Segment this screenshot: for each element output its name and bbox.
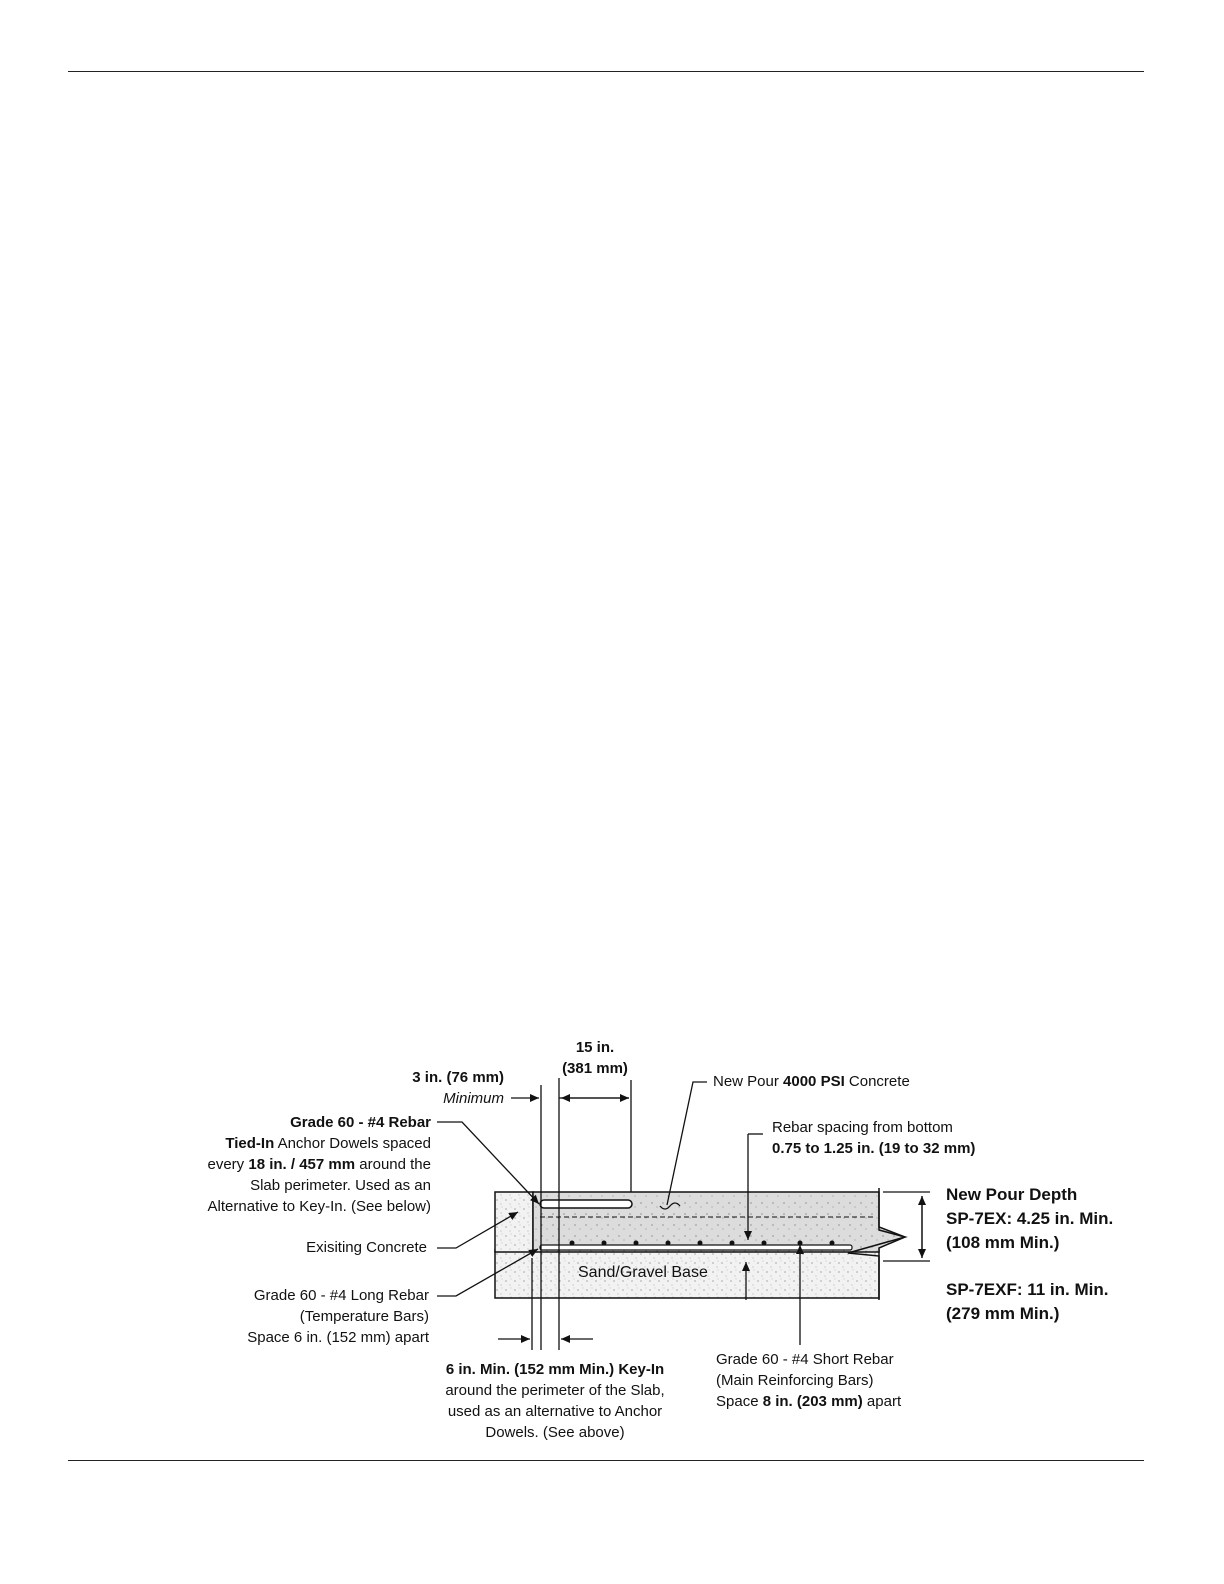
anchor-dowels-tied-in: Tied-In: [225, 1135, 275, 1152]
key-in-line1: 6 in. Min. (152 mm Min.) Key-In: [445, 1361, 665, 1378]
anchor-dowels-line3-post: around the: [355, 1156, 431, 1173]
anchor-dowels-line3-pre: every: [207, 1156, 249, 1173]
anchor-dowels-line1: Grade 60 - #4 Rebar: [290, 1114, 431, 1131]
rebar-spacing-label: [772, 1117, 975, 1159]
pour-depth-label: [946, 1183, 1113, 1326]
dim-15in-label: [555, 1037, 635, 1079]
new-pour-pre: New Pour: [713, 1073, 784, 1090]
anchor-dowels-line4: Slab perimeter. Used as an: [250, 1177, 431, 1194]
long-rebar-line2: (Temperature Bars): [299, 1308, 429, 1325]
anchor-dowels-spacing: 18 in. / 457 mm: [248, 1156, 356, 1173]
short-rebar-line2: (Main Reinforcing Bars): [716, 1372, 874, 1389]
anchor-dowel: [540, 1200, 632, 1208]
pour-depth-sp7exf-mm: (279 mm Min.): [946, 1304, 1060, 1323]
key-in-label: [410, 1359, 700, 1443]
pour-depth-sp7ex: SP-7EX: 4.25 in. Min.: [946, 1209, 1114, 1228]
key-in-line4: Dowels. (See above): [485, 1424, 625, 1441]
existing-concrete-label: Exisiting Concrete: [306, 1239, 427, 1256]
dim-15in-line1: 15 in.: [575, 1039, 615, 1056]
pour-depth-title: New Pour Depth: [946, 1185, 1078, 1204]
new-pour-psi: 4000 PSI: [783, 1073, 845, 1090]
anchor-dowels-line2: Anchor Dowels spaced: [274, 1135, 431, 1152]
dim-15in-line2: (381 mm): [562, 1060, 628, 1077]
new-pour-label: [713, 1071, 910, 1092]
key-in-line2: around the perimeter of the Slab,: [445, 1382, 665, 1399]
short-rebar-line3-pre: Space: [716, 1393, 763, 1410]
long-rebar-line1: Grade 60 - #4 Long Rebar: [253, 1287, 429, 1304]
pour-depth-sp7exf: SP-7EXF: 11 in. Min.: [946, 1280, 1109, 1299]
rebar-spacing-line1: Rebar spacing from bottom: [772, 1119, 953, 1136]
new-pour-post: Concrete: [844, 1073, 910, 1090]
dim-3in-line2: Minimum: [443, 1090, 504, 1107]
pour-depth-sp7ex-mm: (108 mm Min.): [946, 1233, 1060, 1252]
anchor-dowels-label: [131, 1112, 431, 1217]
short-rebar-line1: Grade 60 - #4 Short Rebar: [716, 1351, 894, 1368]
short-rebar-spacing: 8 in. (203 mm): [762, 1393, 863, 1410]
rebar-spacing-line2: 0.75 to 1.25 in. (19 to 32 mm): [772, 1140, 976, 1157]
dim-3in-line1: 3 in. (76 mm): [412, 1069, 504, 1086]
short-rebar-line3-post: apart: [862, 1393, 902, 1410]
anchor-dowels-line5: Alternative to Key-In. (See below): [207, 1198, 431, 1215]
long-rebar-label: [180, 1285, 429, 1348]
long-rebar-line3: Space 6 in. (152 mm) apart: [247, 1329, 429, 1346]
dim-3in-label: [344, 1067, 504, 1109]
long-rebar: [540, 1245, 852, 1250]
key-in-line3: used as an alternative to Anchor: [447, 1403, 663, 1420]
sand-base-label: Sand/Gravel Base: [578, 1264, 708, 1281]
short-rebar-label: [716, 1349, 901, 1412]
